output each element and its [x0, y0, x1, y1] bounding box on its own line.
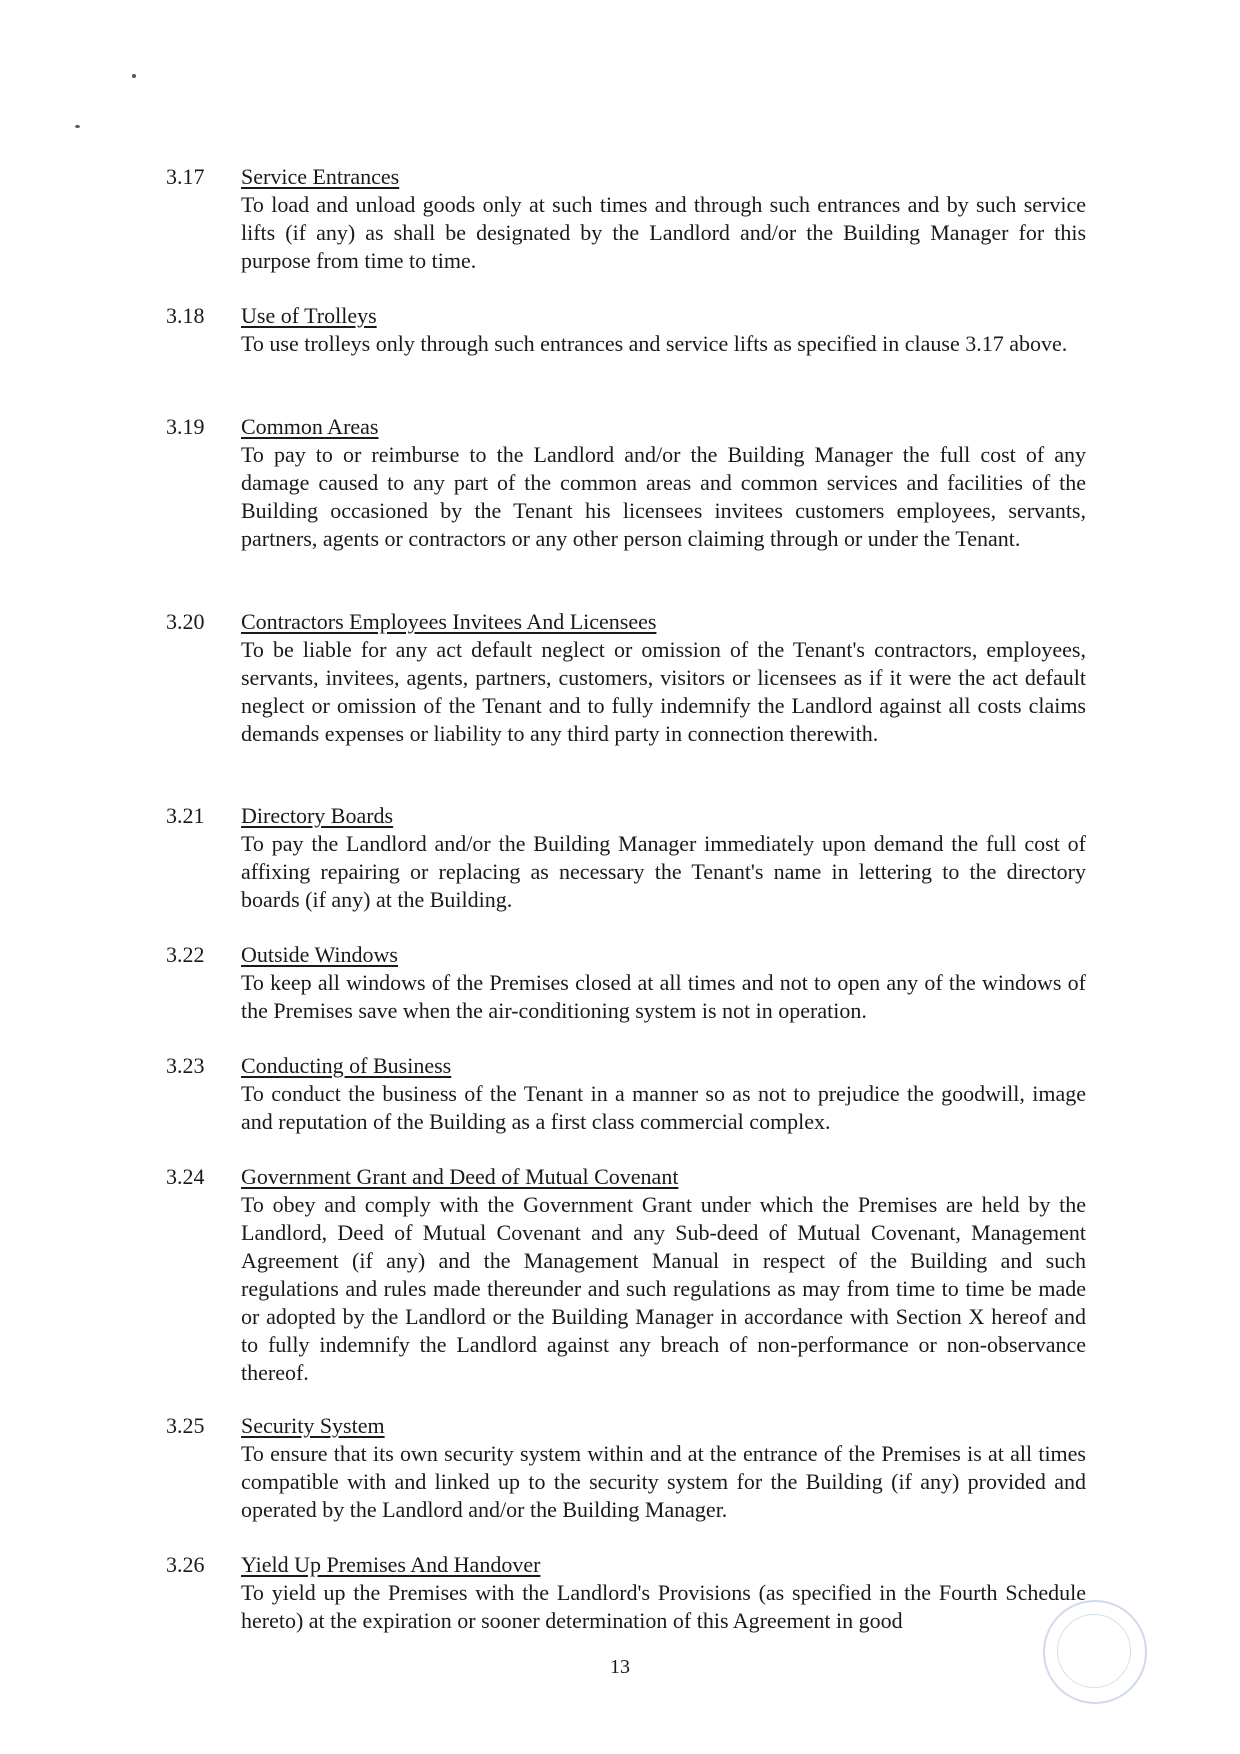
page-number: 13 [610, 1656, 630, 1678]
clause-text: To pay the Landlord and/or the Building Manager immediately upon demand the full cost of affixing repairing or replacing as necessary the Tenant's name in lettering to the directory boards (if any) at the Building. [241, 831, 1086, 912]
clause-number: 3.17 [166, 164, 205, 189]
clause-number: 3.21 [166, 803, 205, 828]
clause-text: To conduct the business of the Tenant in a manner so as not to prejudice the goodwill, image and reputation of the Building as a first class commercial complex. [241, 1081, 1086, 1134]
clause-heading: Directory Boards [241, 803, 394, 828]
clause-heading: Yield Up Premises And Handover [241, 1552, 541, 1577]
clause-text: To ensure that its own security system within and at the entrance of the Premises is at all times compatible with and linked up to the security system for the Building (if any) provided and operated by the Landlord and/or the Building Manager. [241, 1441, 1086, 1522]
clause-heading: Security System [241, 1413, 385, 1438]
clause-text: To yield up the Premises with the Landlord's Provisions (as specified in the Fourth Schedule hereto) at the expiration or sooner determination of this Agreement in good [241, 1580, 1086, 1633]
clause-text: To use trolleys only through such entrances and service lifts as specified in clause 3.17 above. [241, 331, 1068, 356]
clause-number: 3.20 [166, 609, 205, 634]
clause-number: 3.23 [166, 1053, 205, 1078]
clause-heading: Service Entrances [241, 164, 400, 189]
clause-heading: Outside Windows [241, 942, 398, 967]
clause-text: To load and unload goods only at such times and through such entrances and by such service lifts (if any) as shall be designated by the Landlord and/or the Building Manager for this purpose from time to time. [241, 192, 1086, 273]
clause-heading: Conducting of Business [241, 1053, 452, 1078]
clause-number: 3.26 [166, 1552, 205, 1577]
clause-number: 3.22 [166, 942, 205, 967]
clause-text: To be liable for any act default neglect or omission of the Tenant's contractors, employees, servants, invitees, agents, partners, customers, visitors or licensees as if it were the act default neglect or omission of the Tenant and to fully indemnify the Landlord against all costs claims demands expenses or liability to any third party in connection therewith. [241, 637, 1086, 746]
scan-speck [75, 125, 80, 128]
clause-text: To pay to or reimburse to the Landlord and/or the Building Manager the full cost of any damage caused to any part of the common areas and common services and facilities of the Building occasioned by the Tenant his licensees invitees customers employees, servants, partners, agents or contractors or any other person claiming through or under the Tenant. [241, 442, 1086, 551]
clause-heading: Common Areas [241, 414, 379, 439]
clause-text: To keep all windows of the Premises closed at all times and not to open any of the windows of the Premises save when the air-conditioning system is not in operation. [241, 970, 1086, 1023]
clause-number: 3.19 [166, 414, 205, 439]
seal-stamp-icon [1043, 1600, 1147, 1704]
clause-text: To obey and comply with the Government Grant under which the Premises are held by the Landlord, Deed of Mutual Covenant and any Sub-deed of Mutual Covenant, Management Agreement (if any) and the Management Manual in respect of the Building and such regulations and rules made thereunder and such regulations as may from time to time be made or adopted by the Landlord or the Building Manager in accordance with Section X hereof and to fully indemnify the Landlord against any breach of non-performance or non-observance thereof. [241, 1192, 1086, 1385]
scan-speck [132, 74, 136, 78]
clause-number: 3.24 [166, 1164, 205, 1189]
clause-heading: Use of Trolleys [241, 303, 377, 328]
clause-heading: Government Grant and Deed of Mutual Covenant [241, 1164, 679, 1189]
clause-number: 3.18 [166, 303, 205, 328]
clause-number: 3.25 [166, 1413, 205, 1438]
clause-heading: Contractors Employees Invitees And Licensees [241, 609, 657, 634]
